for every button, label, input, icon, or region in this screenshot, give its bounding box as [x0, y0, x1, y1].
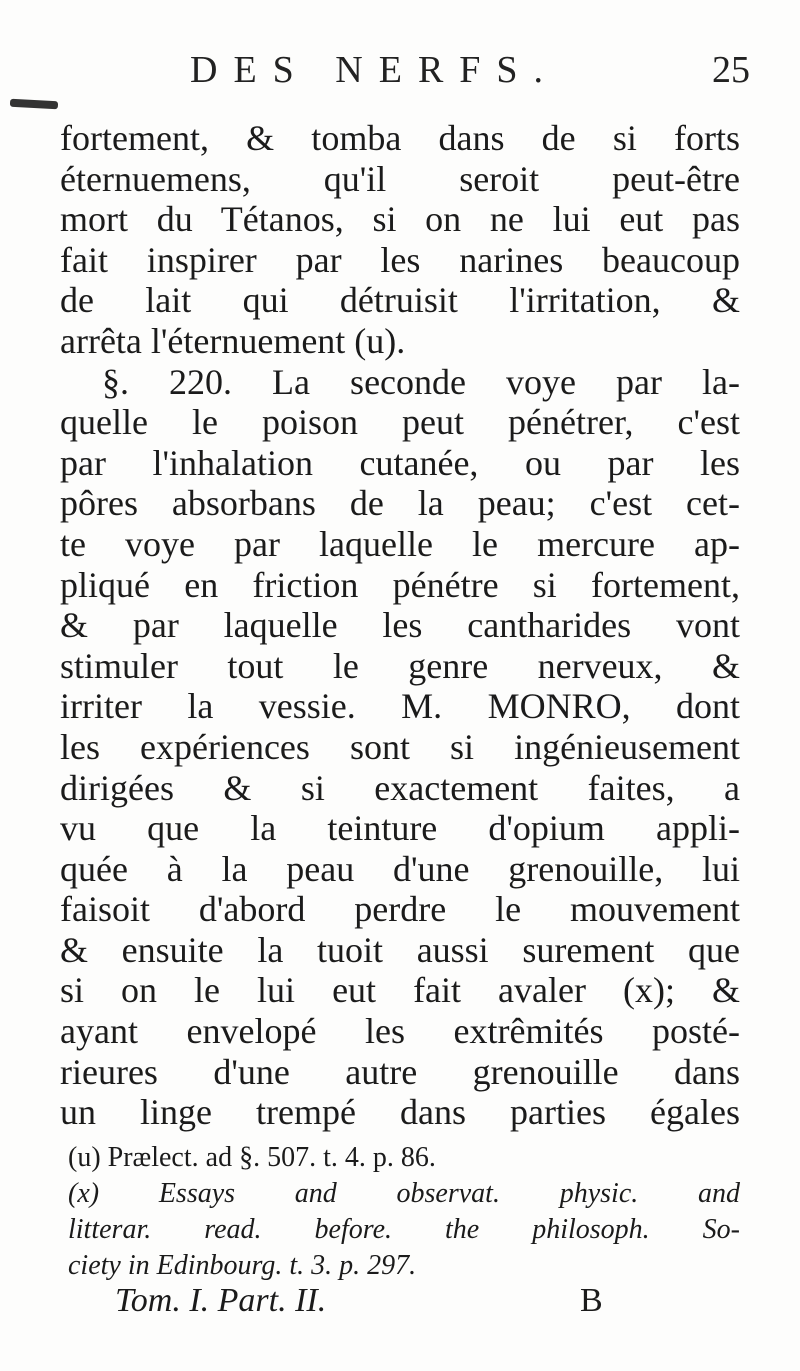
text-line: un linge trempé dans parties égales	[60, 1092, 740, 1133]
text-line: les expériences sont si ingénieusement	[60, 726, 740, 767]
footnote-line: litterar. read. before. the philosoph. So-	[68, 1214, 740, 1245]
text-line: si on le lui eut fait avaler (x); &	[60, 970, 740, 1011]
signature-line	[115, 1282, 615, 1322]
text-line: dirigées & si exactement faites, a	[60, 767, 740, 808]
text-line: quée à la peau d'une grenouille, lui	[60, 848, 740, 889]
running-title: DES NERFS.	[190, 49, 560, 91]
page-header	[190, 48, 750, 98]
text-line: rieures d'une autre grenouille dans	[60, 1051, 740, 1092]
text-line: & ensuite la tuoit aussi surement que	[60, 929, 740, 970]
text-line: pliqué en friction pénétre si fortement,	[60, 564, 740, 605]
footnote-line: ciety in Edinbourg. t. 3. p. 297.	[68, 1250, 417, 1281]
footnotes	[68, 1140, 740, 1284]
page-number: 25	[712, 49, 750, 91]
gathering-mark: B	[580, 1282, 603, 1319]
text-line: fait inspirer par les narines beaucoup	[60, 239, 740, 280]
text-line: arrêta l'éternuement (u).	[60, 320, 406, 361]
text-line: pôres absorbans de la peau; c'est cet-	[60, 483, 740, 524]
text-line: faisoit d'abord perdre le mouvement	[60, 889, 740, 930]
text-line: quelle le poison peut pénétrer, c'est	[60, 402, 740, 443]
text-line: vu que la teinture d'opium appli-	[60, 808, 740, 849]
text-line: mort du Tétanos, si on ne lui eut pas	[60, 199, 740, 240]
text-line: fortement, & tomba dans de si forts	[60, 118, 740, 158]
text-line: irriter la vessie. M. MONRO, dont	[60, 686, 740, 727]
margin-ink-mark	[10, 99, 58, 110]
footnote-line: (u) Prælect. ad §. 507. t. 4. p. 86.	[68, 1142, 436, 1173]
text-line: §. 220. La seconde voye par la-	[102, 361, 740, 402]
text-line: & par laquelle les cantharides vont	[60, 605, 740, 646]
volume-signature: Tom. I. Part. II.	[115, 1282, 327, 1319]
text-line: par l'inhalation cutanée, ou par les	[60, 442, 740, 483]
text-line: de lait qui détruisit l'irritation, &	[60, 280, 740, 321]
text-line: stimuler tout le genre nerveux, &	[60, 645, 740, 686]
text-line: te voye par laquelle le mercure ap-	[60, 523, 740, 564]
footnote-line: (x) Essays and observat. physic. and	[68, 1178, 740, 1209]
text-line: éternuemens, qu'il seroit peut-être	[60, 158, 740, 199]
text-line: ayant envelopé les extrêmités posté-	[60, 1011, 740, 1052]
main-text	[60, 118, 740, 1133]
